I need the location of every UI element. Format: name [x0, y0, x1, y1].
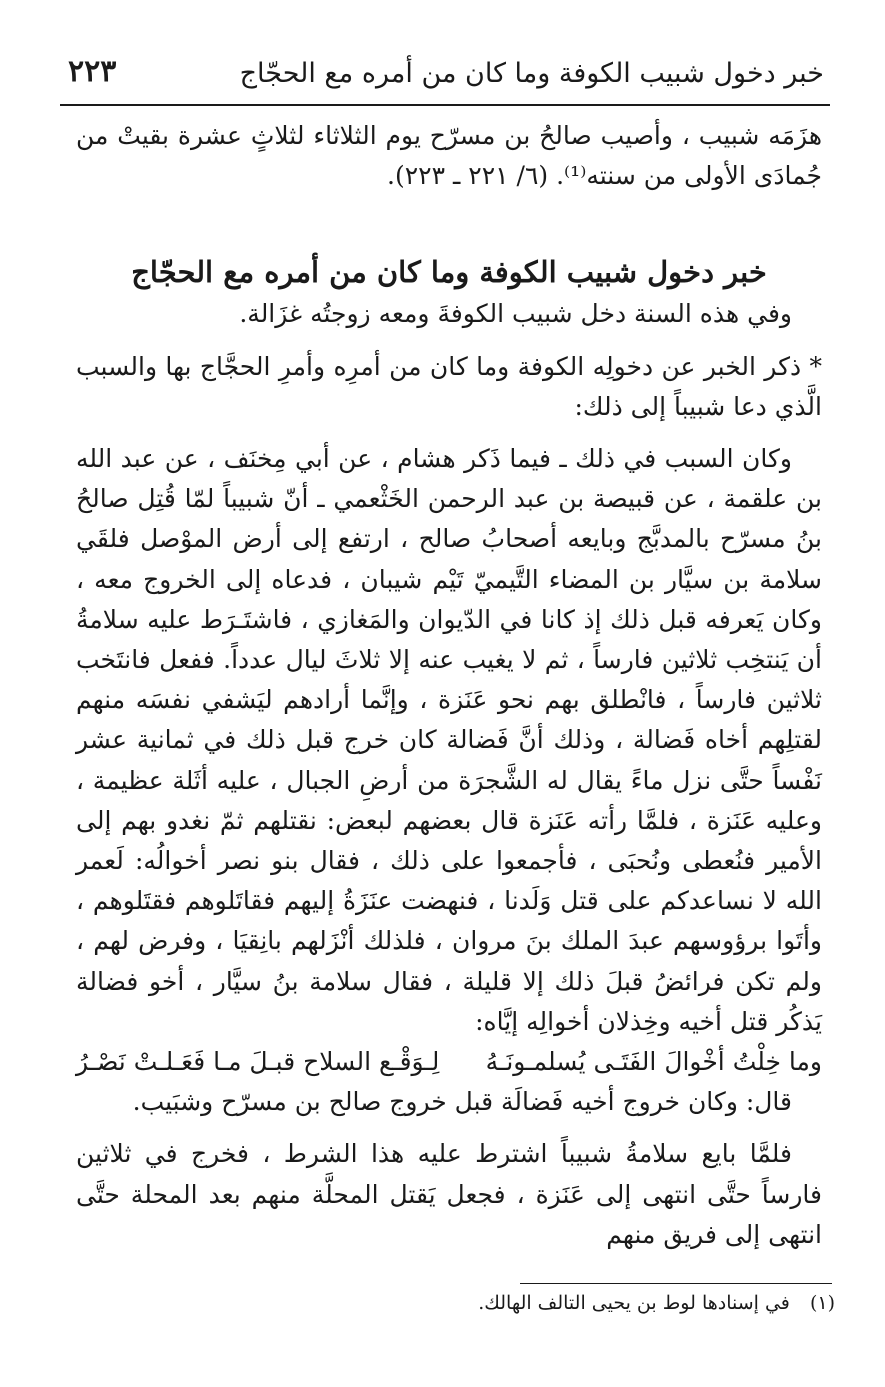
footnote — [478, 1288, 835, 1318]
footnote-number: (١) — [809, 1292, 835, 1314]
page-number: ٢٢٣ — [68, 54, 117, 89]
paragraph-continuation: هزَمَه شبيب ، وأصيب صالحُ بن مسرّح يوم الثلاثاء لثلاثٍ عشرة بقيتْ من جُمادَى الأولى من سنته⁽¹⁾. (٦/ ٢٢١ ـ ٢٢٣). — [76, 121, 822, 191]
section-title: خبر دخول شبيب الكوفة وما كان من أمره مع الحجّاج — [131, 255, 767, 290]
paragraph-note: قال: وكان خروج أخيه فَضالَة قبل خروج صالح بن مسرّح وشبَيب. — [132, 1087, 792, 1117]
footnote-rule — [520, 1283, 832, 1284]
paragraph-narrative: وكان السبب في ذلك ـ فيما ذَكر هشام ، عن أبي مِخنَف ، عن عبد الله بن علقمة ، عن قبيصة بن عبد الرحمن الخَثْعمي ـ أنّ شبيباً لمّا قُتِل صالحُ بنُ مسرّح بالمدبَّج وبايعه أصحابُ صالح ، ارتفع إلى أرض الموْصل فلقَي سلامة بن سيَّار بن المضاء التَّيميّ تَيْم شيبان ، فدعاه إلى الخروج معه ، وكان يَعرفه قبل ذلك إذ كانا في الدّيوان والمَغازي ، فاشتَـرَط عليه سلامةُ أن يَنتخِب ثلاثين فارساً ، ثم لا يغيب عنه إلا ثلاثَ ليال عدداً. ففعل فانتَخب ثلاثين فارساً ، فانْطلق بهم نحو عَنَزة ، وإنَّما أرادهم ليَشفي نفسَه منهم لقتلِهم أخاه فَضالة ، وذلك أنَّ فَضالة كان خرج قبل ذلك في ثمانية عشر نَفْساً حتَّى نزل ماءً يقال له الشَّجرَة من أرضِ الجبال ، عليه أثَلة عظيمة ، وعليه عَنَزة ، فلمَّا رأته عَنَزة قال بعضهم لبعض: نقتلهم ثمّ نغدو بهم إلى الأمير فنُعطى ونُحبَى ، فأجمعوا على ذلك ، فقال بنو نصر أخوالُه: لَعمر الله لا نساعدكم على قتل وَلَدنا ، فنهضت عنَزَةُ إليهم فقاتَلوهم فقتَلوهم ، وأتَوا برؤوسهم عبدَ الملك بنَ مروان ، فلذلك أنْزَلهم بانِقيَا ، وفرض لهم ، ولم تكن فرائضُ قبلَ ذلك إلا قليلة ، فقال سلامة بنُ سيَّار ، أخو فضالة يَذكُر قتل أخيه وخِذلان أخوالِه إيَّاه: — [76, 444, 822, 1036]
poetry-verse — [76, 1042, 822, 1082]
verse-hemistich-right: وما خِلْتُ أخْوالَ الفَتَـى يُسلمـونَـهُ — [485, 1047, 822, 1077]
page-body — [76, 116, 822, 1255]
verse-hemistich-left: لِـوَقْـع السلاح قبـلَ مـا فَعَـلـتْ نَصْـرُ — [76, 1047, 440, 1077]
paragraph-continuation-end: فلمَّا بايع سلامةُ شبيباً اشترط عليه هذا الشرط ، فخرج في ثلاثين فارساً حتَّى انتهى إلى عَنَزة ، فجعل يَقتل المحلَّة منهم بعد المحلة حتَّى انتهى إلى فريق منهم — [76, 1139, 822, 1249]
page-header — [60, 52, 830, 102]
paragraph-report-heading: * ذكر الخبر عن دخولِه الكوفة وما كان من أمرِه وأمرِ الحجَّاج بها والسبب الَّذي دعا شبيباً إلى ذلك: — [76, 351, 822, 421]
footnote-text: في إسنادها لوط بن يحيى التالف الهالك. — [478, 1292, 790, 1314]
paragraph-intro: وفي هذه السنة دخل شبيب الكوفةَ ومعه زوجتُه غزَالة. — [239, 299, 792, 329]
header-rule — [60, 104, 830, 106]
running-title: خبر دخول شبيب الكوفة وما كان من أمره مع الحجّاج — [239, 58, 824, 89]
